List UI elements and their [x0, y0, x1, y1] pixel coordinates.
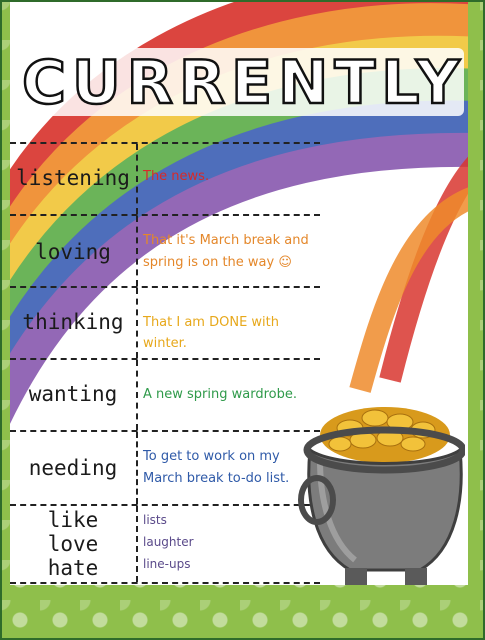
column-divider [136, 360, 138, 430]
row-value-hate: line-ups [143, 557, 191, 571]
row-value-line-2: March break to-do list. [143, 471, 290, 486]
pot-of-gold-illustration [295, 380, 465, 585]
column-divider [136, 144, 138, 214]
column-divider [136, 288, 138, 358]
row-value-line-1: To get to work on my [143, 449, 280, 464]
row-value-line-1: That it's March break and [143, 233, 309, 248]
column-divider [136, 432, 138, 504]
row-value: That I am DONE with winter. [143, 315, 279, 351]
row-value: A new spring wardrobe. [143, 387, 297, 402]
currently-table [10, 142, 320, 582]
row-needing [10, 430, 320, 504]
column-divider [136, 506, 138, 582]
worksheet-card [10, 0, 468, 585]
row-value-love: laughter [143, 535, 194, 549]
row-loving [10, 214, 320, 286]
row-label: thinking [22, 310, 124, 334]
row-label: listening [16, 166, 130, 190]
row-label: loving [35, 240, 111, 264]
row-label-hate: hate [47, 556, 99, 580]
page-title: CURRENTLY [22, 48, 466, 118]
row-value-line-2: spring is on the way ☺ [143, 255, 292, 270]
row-thinking [10, 286, 320, 358]
row-value: The news. [143, 169, 210, 184]
row-label-love: love [47, 532, 99, 556]
column-divider [136, 216, 138, 286]
row-wanting [10, 358, 320, 430]
row-listening [10, 142, 320, 214]
row-label: needing [28, 456, 118, 480]
row-like-love-hate [10, 504, 320, 584]
row-label: wanting [28, 382, 118, 406]
row-label-like: like [47, 508, 99, 532]
row-value-like: lists [143, 513, 167, 527]
